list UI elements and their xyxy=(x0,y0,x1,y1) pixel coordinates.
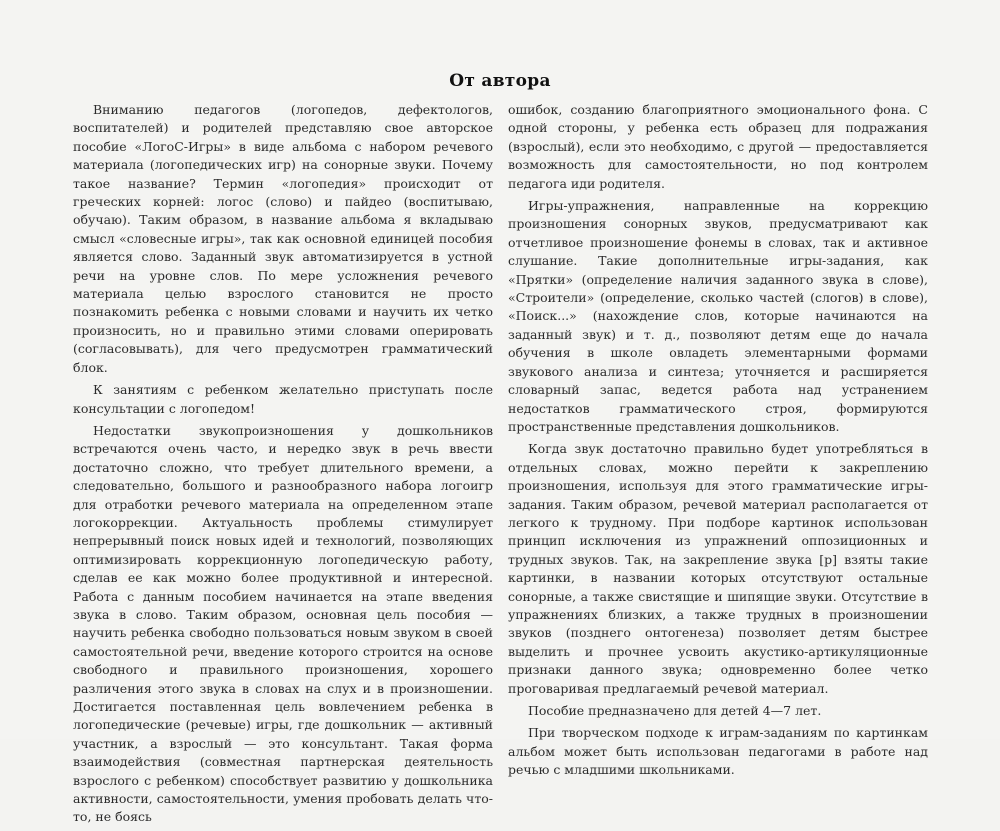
paragraph: ошибок, созданию благоприятного эмоционального фона. С одной стороны, у ребенка есть образец для подражания (взрослый), если это необходимо, с другой — предоставляется возможность для самостоятельности, но под контролем педагога иди родителя. xyxy=(508,102,928,191)
right-text-column xyxy=(508,101,928,784)
paragraph: При творческом подходе к играм-заданиям по картинкам альбом может быть использован педагогами в работе над речью с младшими школьниками. xyxy=(508,725,928,778)
left-text-column xyxy=(73,101,493,831)
paragraph: К занятиям с ребенком желательно приступать после консультации с логопедом! xyxy=(73,382,493,416)
paragraph: Недостатки звукопроизношения у дошкольников встречаются очень часто, и нередко звук в речь ввести достаточно сложно, что требует длительного времени, а следовательно, большого и разнообразного набора логоигр для отработки речевого материала на определенном этапе логокоррекции. Актуальность проблемы стимулирует непрерывный поиск новых идей и технологий, позволяющих оптимизировать коррекционную логопедическую работу, сделав ее как можно более продуктивной и интересной. Работа с данным пособием начинается на этапе введения звука в слово. Таким образом, основная цель пособия — научить ребенка свободно пользоваться новым звуком в своей самостоятельной речи, введение которого строится на основе свободного и правильного произношения, хорошего различения этого звука в словах на слух и в произношении. Достигается поставленная цель вовлечением ребенка в логопедические (речевые) игры, где дошкольник — активный участник, а взрослый — это консультант. Такая форма взаимодействия (совместная партнерская деятельность взрослого с ребенком) способствует развитию у дошкольника активности, самостоятельности, умения пробовать делать что-то, не боясь xyxy=(73,422,493,825)
paragraph: Когда звук достаточно правильно будет употребляться в отдельных словах, можно перейти к закреплению произношения, используя для этого грамматические игры-задания. Таким образом, речевой материал располагается от легкого к трудному. При подборе картинок использован принцип исключения из упражнений оппозиционных и трудных звуков. Так, на закрепление звука [р] взяты такие картинки, в названии которых отсутствуют остальные сонорные, а также свистящие и шипящие звуки. Отсутствие в упражнениях близких, а также трудных в произношении звуков (позднего онтогенеза) позволяет детям быстрее выделить и прочнее усвоить акустико-артикуляционные признаки данного звука; одновременно более четко проговаривая предлагаемый речевой материал. xyxy=(508,441,928,696)
paragraph: Пособие предназначено для детей 4—7 лет. xyxy=(528,703,822,718)
paragraph: Игры-упражнения, направленные на коррекцию произношения сонорных звуков, предусматривают как отчетливое произношение фонемы в словах, так и активное слушание. Такие дополнительные игры-задания, как «Прятки» (определение наличия заданного звука в слове), «Строители» (определение, сколько частей (слогов) в слове), «Поиск...» (нахождение слов, которые начинаются на заданный звук) и т. д., позволяют детям еще до начала обучения в школе овладеть элементарными формами звукового анализа и синтеза; уточняется и расширяется словарный запас, ведется работа над устранением недостатков грамматического строя, формируются пространственные представления дошкольников. xyxy=(508,198,928,434)
paragraph: Вниманию педагогов (логопедов, дефектологов, воспитателей) и родителей представляю свое авторское пособие «ЛогоС-Игры» в виде альбома с набором речевого материала (логопедических игр) на сонорные звуки. Почему такое название? Термин «логопедия» происходит от греческих корней: логос (слово) и пайдео (воспитываю, обучаю). Таким образом, в название альбома я вкладываю смысл «словесные игры», так как основной единицей пособия является слово. Заданный звук автоматизируется в устной речи на уровне слов. По мере усложнения речевого материала целью взрослого становится не просто познакомить ребенка с новыми словами и научить их четко произносить, но и правильно этими словами оперировать (согласовывать), для чего предусмотрен грамматический блок. xyxy=(73,102,493,375)
page-title: От автора xyxy=(449,71,551,91)
